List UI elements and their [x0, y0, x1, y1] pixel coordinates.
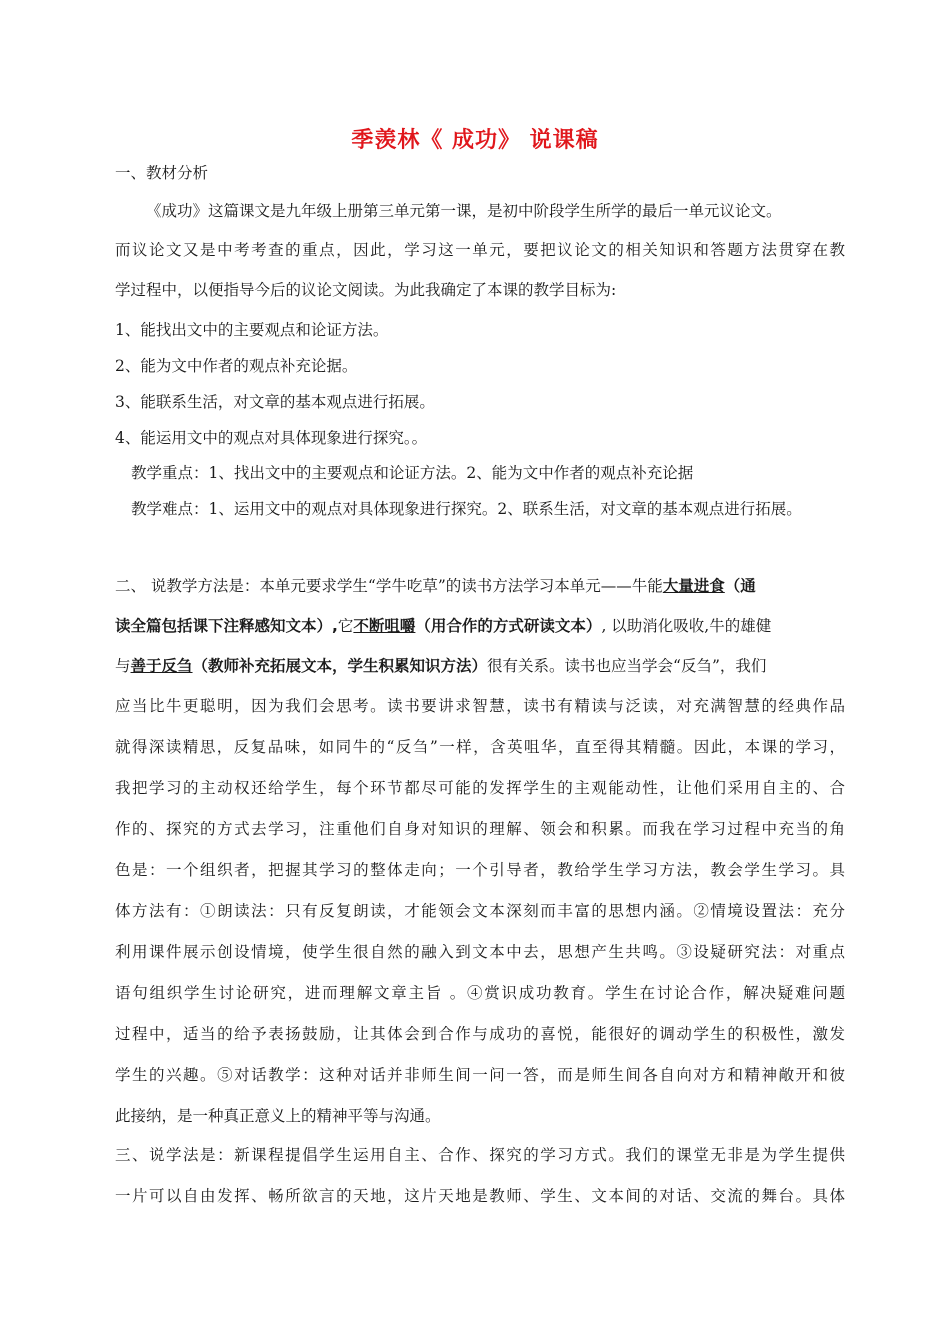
section3-line: 三、说学法是：新课程提倡学生运用自主、合作、探究的学习方式。我们的课堂无非是为学生提供 [115, 1146, 845, 1164]
goal-item: 2、能为文中作者的观点补充论据。 [115, 357, 358, 375]
page-title: 季羡林《 成功》 说课稿 [351, 128, 599, 153]
section2-line [115, 576, 845, 596]
paragraph-line: 应当比牛更聪明，因为我们会思考。读书要讲求智慧，读书有精读与泛读，对充满智慧的经典作品 [115, 697, 845, 715]
bold-underline-text: 善于反刍 [130, 657, 193, 675]
paragraph-line: 我把学习的主动权还给学生，每个环节都尽可能的发挥学生的主观能动性，让他们采用自主的、合 [115, 779, 845, 797]
paragraph-line: 过程中，适当的给予表扬鼓励，让其体会到合作与成功的喜悦，能很好的调动学生的积极性，激发 [115, 1025, 845, 1043]
text-run: , 以助消化吸收,牛的雄健 [601, 617, 772, 635]
bold-underline-text: 不断咀嚼 [353, 617, 416, 635]
bold-underline-text: 大量进食 [662, 577, 725, 595]
section2-line [115, 616, 845, 636]
section1-heading: 一、教材分析 [115, 164, 209, 182]
paragraph-line: 学生的兴趣。⑤对话教学：这种对话并非师生间一问一答，而是师生间各自向对方和精神敞开和彼 [115, 1066, 845, 1084]
paragraph-line: 色是：一个组织者，把握其学习的整体走向；一个引导者，教给学生学习方法，教会学生学习。具 [115, 861, 845, 879]
text-run: 它 [337, 617, 354, 635]
key-point: 教学重点：1、找出文中的主要观点和论证方法。2、能为文中作者的观点补充论据 [131, 464, 694, 482]
goal-item: 4、能运用文中的观点对具体现象进行探究。。 [115, 429, 428, 447]
paragraph-line: 作的、探究的方式去学习，注重他们自身对知识的理解、领会和积累。而我在学习过程中充当的角 [115, 820, 845, 838]
bold-text: （教师补充拓展文本，学生积累知识方法） [192, 657, 488, 675]
paragraph-line: 体方法有：①朗读法：只有反复朗读，才能领会文本深刻而丰富的思想内涵。②情境设置法：充分 [115, 902, 845, 920]
paragraph-line: 《成功》这篇课文是九年级上册第三单元第一课，是初中阶段学生所学的最后一单元议论文。 [146, 202, 782, 220]
text-run: 很有关系。读书也应当学会“反刍”，我们 [487, 657, 767, 675]
goal-item: 1、能找出文中的主要观点和论证方法。 [115, 321, 389, 339]
difficult-point: 教学难点：1、运用文中的观点对具体现象进行探究。2、联系生活，对文章的基本观点进行拓展。 [131, 500, 802, 518]
bold-text: （通 [724, 577, 756, 595]
goal-item: 3、能联系生活，对文章的基本观点进行拓展。 [115, 393, 435, 411]
bold-text: 读全篇包括课下注释感知文本）, [115, 617, 338, 635]
paragraph-line: 就得深读精思，反复品味，如同牛的“反刍”一样，含英咀华，直至得其精髓。因此，本课的学习， [115, 738, 845, 756]
bold-text: （用合作的方式研读文本） [415, 617, 602, 635]
paragraph-line: 学过程中，以便指导今后的议论文阅读。为此我确定了本课的教学目标为: [115, 281, 617, 299]
text-run: 二、 说教学方法是：本单元要求学生“学牛吃草”的读书方法学习本单元——牛能 [115, 577, 663, 595]
section3-line: 一片可以自由发挥、畅所欲言的天地，这片天地是教师、学生、文本间的对话、交流的舞台。具体 [115, 1187, 845, 1205]
paragraph-line: 语句组织学生讨论研究，进而理解文章主旨 。④赏识成功教育。学生在讨论合作，解决疑难问题 [115, 984, 845, 1002]
text-run: 与 [115, 657, 131, 675]
paragraph-line: 而议论文又是中考考查的重点，因此，学习这一单元，要把议论文的相关知识和答题方法贯穿在教 [115, 241, 845, 259]
paragraph-line: 利用课件展示创设情境，使学生很自然的融入到文本中去，思想产生共鸣。③设疑研究法：对重点 [115, 943, 845, 961]
section2-line [115, 656, 845, 676]
paragraph-line: 此接纳，是一种真正意义上的精神平等与沟通。 [115, 1107, 441, 1125]
